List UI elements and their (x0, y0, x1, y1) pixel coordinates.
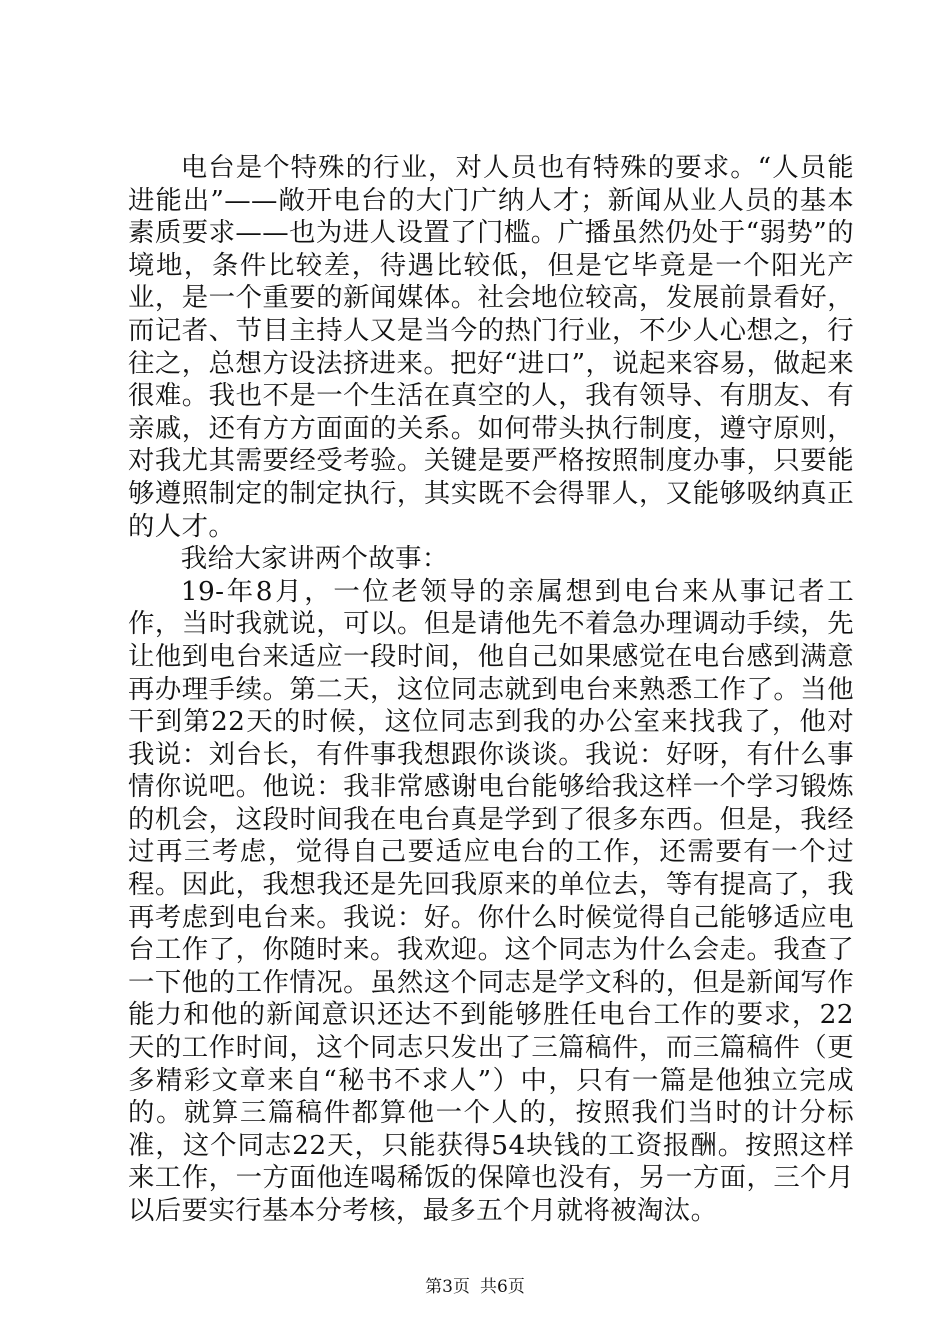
paragraph-story-one: 19-年8月，一位老领导的亲属想到电台来从事记者工作，当时我就说，可以。但是请他先不着急办理调动手续，先让他到电台来适应一段时间，他自己如果感觉在电台感到满意再办理手续。第二天，这位同志就到电台来熟悉工作了。当他干到第22天的时候，这位同志到我的办公室来找我了，他对我说：刘台长，有件事我想跟你谈谈。我说：好呀，有什么事情你说吧。他说：我非常感谢电台能够给我这样一个学习锻炼的机会，这段时间我在电台真是学到了很多东西。但是，我经过再三考虑，觉得自己要适应电台的工作，还需要有一个过程。因此，我想我还是先回我原来的单位去，等有提高了，我再考虑到电台来。我说：好。你什么时候觉得自己能够适应电台工作了，你随时来。我欢迎。这个同志为什么会走。我查了一下他的工作情况。虽然这个同志是学文科的，但是新闻写作能力和他的新闻意识还达不到能够胜任电台工作的要求，22天的工作时间，这个同志只发出了三篇稿件，而三篇稿件（更多精彩文章来自“秘书不求人”）中，只有一篇是他独立完成的。就算三篇稿件都算他一个人的，按照我们当时的计分标准，这个同志22天，只能获得54块钱的工资报酬。按照这样来工作，一方面他连喝稀饭的保障也没有，另一方面，三个月以后要实行基本分考核，最多五个月就将被淘汰。 (128, 575, 854, 1226)
document-body (128, 152, 854, 1228)
page-footer (0, 1277, 950, 1297)
page-number: 第3页 (425, 1277, 470, 1297)
paragraph-story-lead: 我给大家讲两个故事： (180, 543, 449, 575)
page-total: 共6页 (480, 1277, 525, 1297)
paragraph-intro: 电台是个特殊的行业，对人员也有特殊的要求。“人员能进能出”——敞开电台的大门广纳人才；新闻从业人员的基本素质要求——也为进人设置了门槛。广播虽然仍处于“弱势”的境地，条件比较差，待遇比较低，但是它毕竟是一个阳光产业，是一个重要的新闻媒体。社会地位较高，发展前景看好，而记者、节目主持人又是当今的热门行业，不少人心想之，行往之，总想方设法挤进来。把好“进口”，说起来容易，做起来很难。我也不是一个生活在真空的人，我有领导、有朋友、有亲戚，还有方方面面的关系。如何带头执行制度，遵守原则，对我尤其需要经受考验。关键是要严格按照制度办事，只要能够遵照制定的制定执行，其实既不会得罪人，又能够吸纳真正的人才。 (128, 152, 854, 542)
